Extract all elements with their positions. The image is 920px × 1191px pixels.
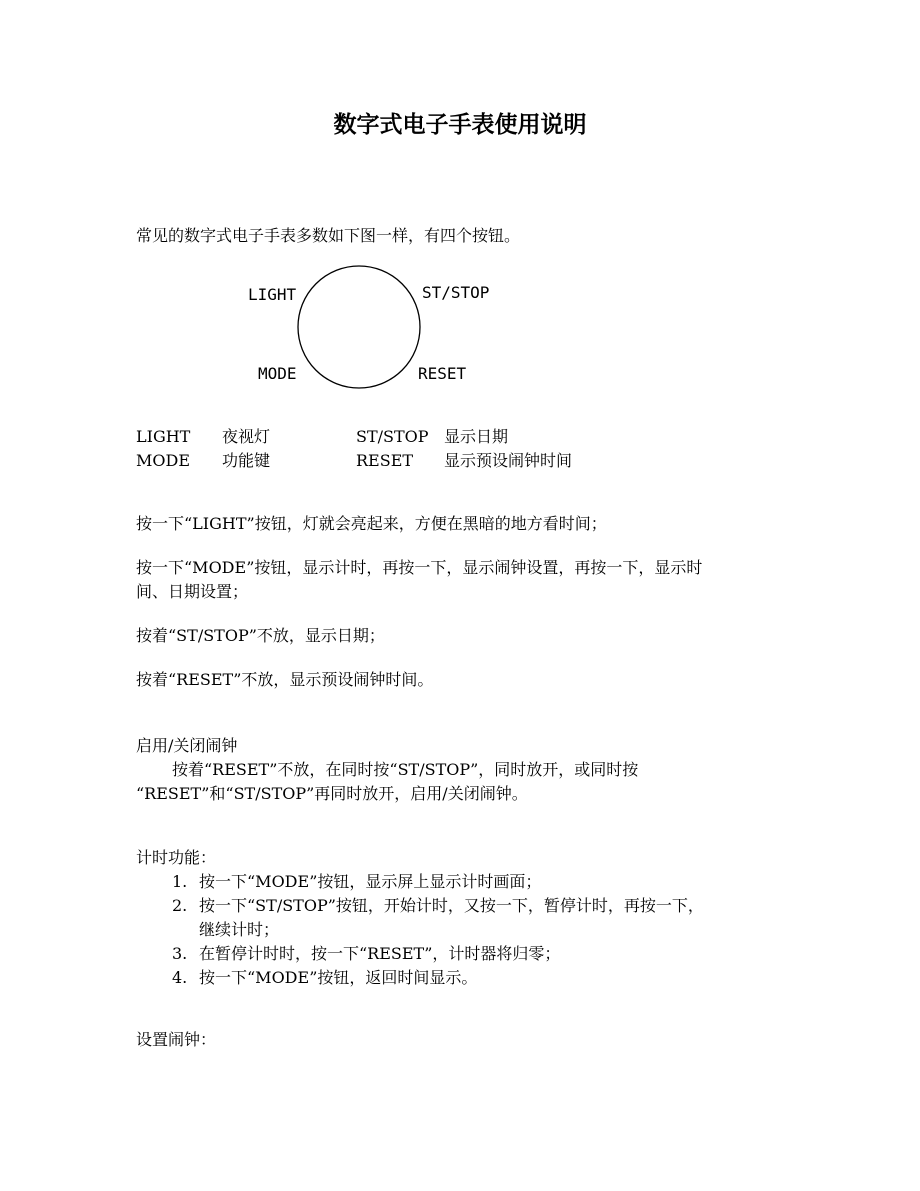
intro-text: 常见的数字式电子手表多数如下图一样，有四个按钮。 xyxy=(136,226,521,245)
st-stop-instruction: 按着“ST/STOP”不放，显示日期； xyxy=(136,626,385,645)
step-number: 4. xyxy=(172,968,188,987)
light-button-label: LIGHT xyxy=(248,285,297,304)
page-title: 数字式电子手表使用说明 xyxy=(333,112,587,138)
mode-instruction-line: 间、日期设置； xyxy=(136,582,249,601)
mode-button-label: MODE xyxy=(258,364,297,383)
alarm-toggle-line: 按着“RESET”不放，在同时按“ST/STOP”，同时放开，或同时按 xyxy=(172,760,639,779)
reset-button-label: RESET xyxy=(418,364,467,383)
alarm-setting-heading: 设置闹钟： xyxy=(136,1030,217,1049)
reset-instruction: 按着“RESET”不放，显示预设闹钟时间。 xyxy=(136,670,434,689)
timer-steps-list xyxy=(136,870,816,990)
watch-face-circle xyxy=(298,266,420,388)
step-text: 在暂停计时时，按一下“RESET”，计时器将归零； xyxy=(199,944,561,963)
watch-diagram xyxy=(240,258,520,398)
legend-key: MODE xyxy=(136,451,191,470)
mode-instruction xyxy=(136,556,702,604)
alarm-toggle-line: “RESET”和“ST/STOP”再同时放开，启用/关闭闹钟。 xyxy=(136,784,528,803)
step-number: 2. xyxy=(172,896,188,915)
step-number: 3. xyxy=(172,944,188,963)
legend-key: RESET xyxy=(356,451,414,470)
legend-key: ST/STOP xyxy=(356,427,429,446)
timer-heading: 计时功能： xyxy=(136,848,217,867)
step-text: 按一下“MODE”按钮，显示屏上显示计时画面； xyxy=(199,872,542,891)
legend-desc: 显示预设闹钟时间 xyxy=(444,451,573,470)
mode-instruction-line: 按一下“MODE”按钮，显示计时，再按一下，显示闹钟设置，再按一下，显示时 xyxy=(136,558,703,577)
legend-desc: 功能键 xyxy=(222,451,271,470)
list-item xyxy=(136,942,816,966)
step-number: 1. xyxy=(172,872,188,891)
step-text-continued: 继续计时； xyxy=(199,920,280,939)
st-stop-button-label: ST/STOP xyxy=(422,283,490,302)
list-item xyxy=(136,870,816,894)
step-text: 按一下“ST/STOP”按钮，开始计时，又按一下，暂停计时，再按一下， xyxy=(199,896,704,915)
light-instruction: 按一下“LIGHT”按钮，灯就会亮起来，方便在黑暗的地方看时间； xyxy=(136,514,607,533)
legend-key: LIGHT xyxy=(136,427,191,446)
alarm-toggle-heading: 启用/关闭闹钟 xyxy=(136,736,238,755)
list-item xyxy=(136,966,816,990)
legend-desc: 显示日期 xyxy=(444,427,509,446)
list-item xyxy=(136,894,816,942)
legend-desc: 夜视灯 xyxy=(222,427,271,446)
step-text: 按一下“MODE”按钮，返回时间显示。 xyxy=(199,968,478,987)
alarm-toggle-section xyxy=(136,734,638,806)
